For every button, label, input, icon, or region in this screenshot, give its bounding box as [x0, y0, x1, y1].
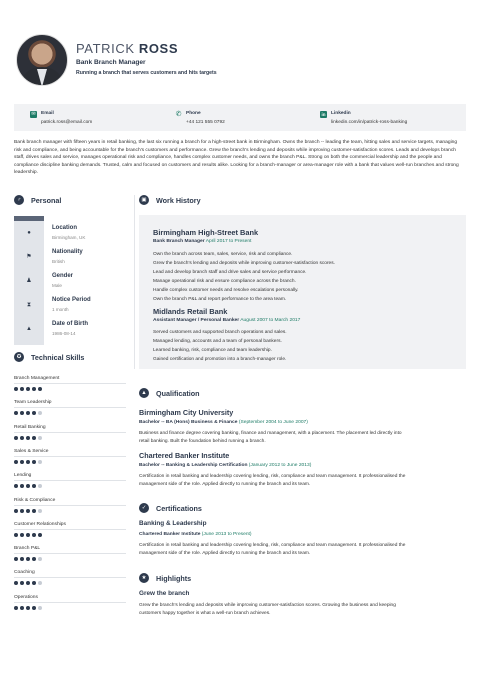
job-subtitle: [153, 239, 251, 244]
personal-value: 1 month: [52, 307, 69, 312]
personal-value: Male: [52, 283, 62, 288]
skill-rating-dot: [38, 460, 42, 464]
skill-rating-dot: [26, 533, 30, 537]
briefcase-icon: ▣: [139, 195, 149, 205]
skill-rating-dot: [20, 533, 24, 537]
skill-rating-dot: [38, 387, 42, 391]
cake-icon: ▲: [26, 326, 32, 332]
personal-label: Gender: [52, 273, 74, 279]
skill-rating-dot: [38, 436, 42, 440]
skill-rating-dot: [20, 411, 24, 415]
job-subtitle: [153, 318, 300, 323]
skill-rating-dot: [14, 436, 18, 440]
personal-label: Date of Birth: [52, 321, 88, 327]
skill-item: [14, 449, 126, 473]
skill-rating-dot: [38, 606, 42, 610]
skill-rating-dot: [32, 557, 36, 561]
skill-rating-dot: [32, 387, 36, 391]
skill-rating-dot: [14, 411, 18, 415]
linkedin-link[interactable]: linkedin.com/in/patrick-ross-banking: [331, 120, 408, 125]
job-dates: April 2017 to Present: [205, 239, 252, 244]
last-name: ROSS: [138, 41, 179, 56]
skill-rating-dot: [26, 387, 30, 391]
personal-item-nationality: [14, 246, 130, 268]
envelope-icon: ✉: [31, 111, 36, 117]
description-line: Certification in retail banking and leadership covering lending, risk, compliance and team management. It professionalised the: [139, 543, 406, 548]
skill-divider: [14, 407, 126, 408]
highlights-title: Highlights: [156, 574, 192, 583]
skill-rating-dot: [20, 460, 24, 464]
profile-summary: Bank branch manager with fifteen years in retail banking, the last six running a branch for a high-street bank in Birmingham. Owns the branch -- leading the team, hitting sales and service targets, managing risk and compliance, and being accountable for the branch's customers and performance. Grew the branch's lending and deposits while improving customer-satisfaction scores. Leads and develops branch staff, drives sales and service, manages operational risk and compliance, handles complex customer needs, and owns the branch P&L. Strong on both the commercial leadership and the people and compliance discipline banking demands. Trusted, calm and focused on customers and results alike. Looking for a branch-manager or area-manager role with a bank that values well-run branches and strong leadership.: [14, 140, 459, 176]
description-line: management side of the role. Applied directly to running the branch and its team.: [139, 551, 311, 556]
skill-rating-dot: [14, 557, 18, 561]
skill-rating-dot: [14, 581, 18, 585]
trophy-icon: ★: [139, 573, 149, 583]
skill-name: Retail Banking: [14, 424, 46, 430]
job-bullet: Lead and develop branch staff and drive sales and service performance.: [153, 270, 307, 275]
phone-icon: ✆: [175, 111, 182, 118]
right-column: [139, 195, 466, 616]
skill-rating-dot: [32, 460, 36, 464]
tagline: Running a branch that serves customers and hits targets: [76, 70, 217, 76]
column-divider: [134, 195, 135, 369]
personal-topbar: [14, 216, 44, 221]
skill-divider: [14, 602, 126, 603]
qualification-institution: Chartered Banker Institute: [139, 451, 230, 460]
highlight-name: Grew the branch: [139, 590, 190, 597]
job-bullet: Served customers and supported branch operations and sales.: [153, 330, 287, 335]
flag-icon: ⚑: [26, 254, 32, 260]
skill-item: [14, 425, 126, 449]
skill-item: [14, 570, 126, 594]
skill-rating-dot: [14, 533, 18, 537]
job-bullet: Managed lending, accounts and a team of personal bankers.: [153, 339, 282, 344]
job-bullet: Own the branch P&L and report performance to the area team.: [153, 297, 287, 302]
skill-rating-dot: [38, 581, 42, 585]
skill-name: Customer Relationships: [14, 521, 66, 527]
skill-item: [14, 400, 126, 424]
highlights-heading: [139, 573, 466, 585]
work-heading: [139, 195, 466, 207]
linkedin-label: Linkedin: [331, 111, 351, 116]
skill-item: [14, 595, 126, 619]
qualification-subtitle: [139, 420, 308, 425]
skill-divider: [14, 577, 126, 578]
description-line: Business and finance degree covering banking, finance and management, with a placement. The placement led directly into: [139, 431, 402, 436]
skill-rating-dot: [32, 484, 36, 488]
email-label: Email: [41, 111, 54, 116]
description-line: Certification in retail banking and leadership covering lending, risk, compliance and team management. It professionalised the: [139, 474, 406, 479]
description-line: Grew the branch's lending and deposits while improving customer-satisfaction scores. Growing the business and keeping: [139, 603, 396, 608]
skill-item: [14, 376, 126, 400]
gender-icon: ♂: [14, 195, 24, 205]
skill-rating-dot: [14, 606, 18, 610]
skill-rating-dot: [38, 411, 42, 415]
skill-rating-dot: [14, 460, 18, 464]
job-company: Birmingham High-Street Bank: [153, 228, 259, 237]
skill-item: [14, 546, 126, 570]
contact-bar: [14, 104, 466, 131]
skill-rating-dot: [20, 557, 24, 561]
job-bullet: Handle complex customer needs and resolve escalations personally.: [153, 288, 299, 293]
highlights-section: [139, 573, 466, 616]
certification-issuer: Chartered Banker Institute: [139, 532, 201, 537]
qualification-institution: Birmingham City University: [139, 408, 234, 417]
skill-name: Team Leadership: [14, 400, 52, 406]
qualification-heading: [139, 388, 466, 400]
phone-link[interactable]: +44 121 555 0792: [186, 120, 225, 125]
job-bullet: Own the branch across team, sales, service, risk and compliance.: [153, 252, 293, 257]
skill-rating-dot: [20, 581, 24, 585]
qualification-degree: Bachelor -- BA (Hons) Business & Finance: [139, 420, 238, 425]
skill-rating-dot: [26, 484, 30, 488]
left-column: [14, 195, 130, 600]
personal-item-date-of-birth: [14, 318, 130, 340]
badge-icon: ✓: [139, 503, 149, 513]
personal-value: Birmingham, UK: [52, 235, 86, 240]
certification-subtitle: [139, 532, 252, 537]
skill-rating-dot: [32, 533, 36, 537]
skill-rating-dot: [26, 460, 30, 464]
map-pin-icon: ●: [27, 230, 31, 236]
qualification-description: [139, 473, 457, 489]
skill-rating-dot: [20, 387, 24, 391]
hourglass-icon: ⧗: [26, 302, 32, 308]
qualification-dates: (January 2012 to June 2013): [248, 463, 312, 468]
certification-name: Banking & Leadership: [139, 520, 207, 527]
job-role: Assistant Manager / Personal Banker: [153, 318, 240, 323]
phone-label: Phone: [186, 111, 201, 116]
skill-rating-dot: [26, 581, 30, 585]
skill-rating-dot: [32, 436, 36, 440]
personal-value: 1986-08-14: [52, 331, 76, 336]
qualification-section: [139, 388, 466, 487]
skill-rating-dot: [38, 509, 42, 513]
job-bullet: Manage operational risk and ensure compliance across the branch.: [153, 279, 296, 284]
job-bullet: Grew the branch's lending and deposits while improving customer-satisfaction scores.: [153, 261, 335, 266]
skill-divider: [14, 456, 126, 457]
personal-title: Personal: [31, 196, 62, 205]
skill-rating-dot: [26, 436, 30, 440]
certifications-heading: [139, 503, 466, 515]
job-dates: August 2007 to March 2017: [240, 318, 301, 323]
personal-item-notice-period: [14, 294, 130, 316]
person-icon: ♟: [26, 278, 32, 284]
skill-rating-dot: [32, 606, 36, 610]
skill-rating-dot: [32, 581, 36, 585]
qualification-degree: Bachelor -- Banking & Leadership Certification: [139, 463, 248, 468]
skill-rating-dot: [38, 557, 42, 561]
skill-name: Risk & Compliance: [14, 497, 56, 503]
skill-name: Branch P&L: [14, 546, 41, 552]
skill-name: Branch Management: [14, 376, 60, 381]
skill-divider: [14, 553, 126, 554]
job-title: Bank Branch Manager: [76, 59, 146, 66]
skill-name: Operations: [14, 594, 38, 600]
resume-header: [14, 34, 464, 90]
skill-rating-dot: [32, 509, 36, 513]
job-company: Midlands Retail Bank: [153, 307, 228, 316]
skill-rating-dot: [26, 606, 30, 610]
description-line: customers happy together is what a well-run branch achieves.: [139, 611, 271, 616]
description-line: management side of the role. Applied directly to running the branch and its team.: [139, 482, 311, 487]
skills-title: Technical Skills: [31, 353, 85, 362]
certification-dates: (June 2013 to Present): [201, 532, 252, 537]
personal-value: British: [52, 259, 65, 264]
job-role: Bank Branch Manager: [153, 239, 205, 244]
qualification-description: [139, 430, 457, 446]
skill-rating-dot: [14, 387, 18, 391]
candidate-name: [76, 41, 178, 56]
skill-divider: [14, 480, 126, 481]
skill-rating-dot: [20, 436, 24, 440]
skill-name: Lending: [14, 473, 32, 479]
qualification-title: Qualification: [156, 389, 200, 398]
highlight-description: [139, 602, 457, 618]
skill-divider: [14, 505, 126, 506]
certifications-title: Certifications: [156, 504, 202, 513]
linkedin-icon: in: [321, 112, 326, 117]
skill-rating-dot: [26, 411, 30, 415]
skill-rating-dot: [38, 533, 42, 537]
skill-divider: [14, 432, 126, 433]
skill-rating-dot: [26, 509, 30, 513]
personal-label: Location: [52, 225, 77, 231]
job-bullet: Learned banking, risk, compliance and team leadership.: [153, 348, 272, 353]
skill-rating-dot: [20, 484, 24, 488]
skill-rating-dot: [38, 484, 42, 488]
skill-name: Coaching: [14, 570, 35, 576]
skill-rating-dot: [26, 557, 30, 561]
personal-heading: [14, 195, 130, 207]
skill-item: [14, 498, 126, 522]
skill-name: Sales & Service: [14, 448, 49, 454]
personal-item-gender: [14, 270, 130, 292]
skill-rating-dot: [14, 484, 18, 488]
award-icon: ✪: [14, 352, 24, 362]
avatar: [16, 34, 68, 86]
skill-rating-dot: [14, 509, 18, 513]
skill-rating-dot: [32, 411, 36, 415]
description-line: retail banking. Built the foundation behind running a branch.: [139, 439, 266, 444]
first-name: PATRICK: [76, 41, 135, 56]
qualification-subtitle: [139, 463, 311, 468]
certifications-section: [139, 503, 466, 556]
personal-label: Notice Period: [52, 297, 91, 303]
graduation-cap-icon: ▲: [139, 388, 149, 398]
skill-rating-dot: [20, 606, 24, 610]
skill-item: [14, 522, 126, 546]
skill-divider: [14, 529, 126, 530]
qualification-dates: (September 2004 to June 2007): [238, 420, 308, 425]
skill-item: [14, 473, 126, 497]
work-title: Work History: [156, 196, 201, 205]
skill-divider: [14, 383, 126, 384]
personal-item-location: [14, 222, 130, 244]
certification-description: [139, 542, 457, 558]
skill-rating-dot: [20, 509, 24, 513]
job-bullet: Gained certification and promotion into a branch-manager role.: [153, 357, 287, 362]
personal-label: Nationality: [52, 249, 83, 255]
email-link[interactable]: patrick.ross@email.com: [41, 120, 93, 125]
work-history-panel: [139, 215, 466, 369]
